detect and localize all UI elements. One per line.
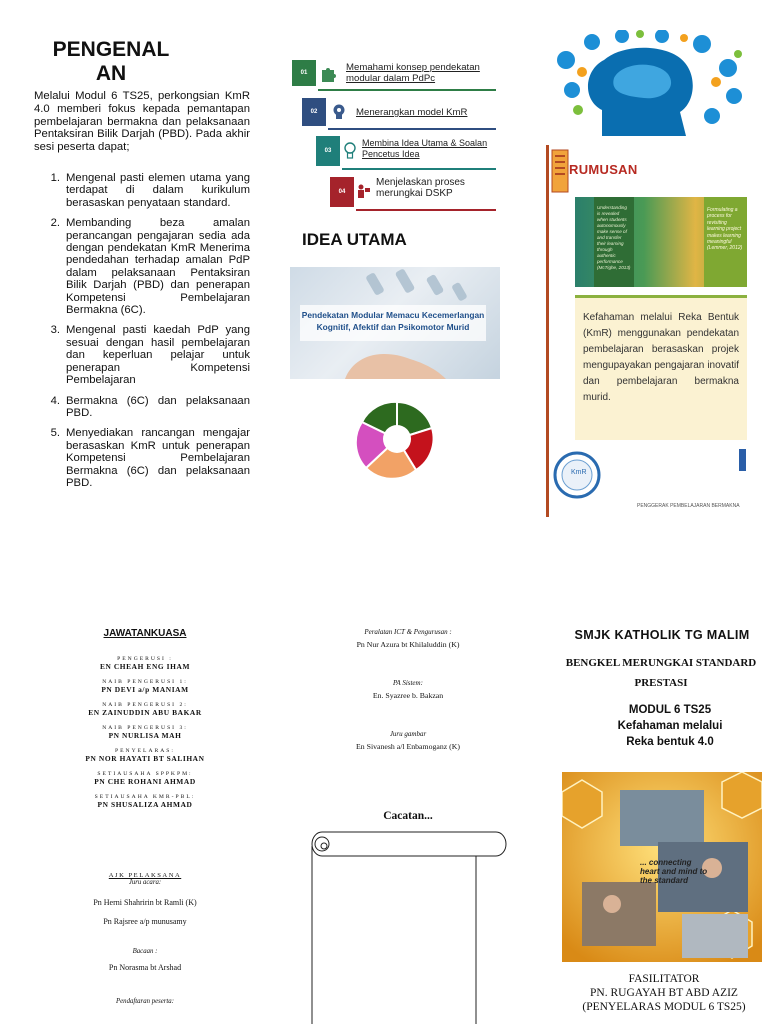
role-label: SETIAUSAHA KMR-PBL:: [94, 794, 196, 800]
member-name: Pn Norasma bt Arshad: [108, 963, 182, 972]
cycle-diagram: [342, 400, 452, 478]
cacatan-title: Cacatan...: [383, 810, 433, 822]
member-name: En. Syazree b. Bakzan: [372, 691, 444, 700]
badge-01: 01: [292, 60, 316, 86]
bengkel-title: BENGKEL MERUNGKAI STANDARD PRESTASI: [565, 657, 757, 689]
badge-03: 03: [316, 136, 340, 166]
committee-continued: [318, 628, 498, 781]
member-name: En Sivanesh a/l Enbamoganz (K): [356, 742, 460, 751]
member-name: Pn Rajsree a/p munusamy: [103, 917, 187, 926]
head-gear-icon: [332, 104, 346, 120]
role-label: NAIB PENGERUSI 2:: [102, 702, 188, 708]
member-name: PN CHE ROHANI AHMAD: [94, 777, 196, 786]
list-item: 1. Mengenal pasti elemen utama yang terdapat di dalam kurikulum berasaskan penyataan standard.: [50, 172, 250, 209]
jawatankuasa-heading: JAWATANKUASA: [103, 628, 187, 639]
role-label: Pendaftaran peserta:: [116, 998, 174, 1005]
list-item: 3. Mengenal pasti kaedah PdP yang sesuai dengan hasil pembelajaran dan keperluan pelajar untuk penerapan Kompetensi Pembelajaran: [50, 324, 250, 387]
school-name: SMJK KATHOLIK TG MALIM: [574, 628, 750, 642]
pengenalan-title: PENGENAL AN: [52, 38, 170, 85]
modul-title: MODUL 6 TS25 Kefahaman melalui Reka bentuk 4.0: [617, 704, 723, 748]
list-item: 5. Menyediakan rancangan mengajar berasaskan KmR untuk penerapan Kompetensi Pembelajaran Bermakna (6C) dan pelaksanaan PBD.: [50, 427, 250, 489]
list-item: 2. Membanding beza amalan perancangan pengajaran sedia ada dengan pendekatan KmR Menerima pendedahan terhadap amalan PdP dalam pelaksanaan Pentaksiran Bilik Darjah (PBD) dan penerapan Kompetensi Pembelajaran Bermakna (6C).: [50, 217, 250, 317]
role-label: Bacaan :: [132, 948, 158, 955]
fasilitator-name: PN. RUGAYAH BT ABD AZIZ: [590, 987, 738, 999]
brain-head-image: [552, 30, 748, 136]
member-name: PN NOR HAYATI BT SALIHAN: [85, 754, 205, 763]
ajk-heading: AJK PELAKSANA: [108, 872, 182, 879]
member-name: PN SHUSALIZA AHMAD: [97, 800, 193, 809]
person-presenting-icon: [356, 184, 370, 200]
objective-text-1: Memahami konsep pendekatan modular dalam PdPc: [346, 62, 480, 84]
role-label: SETIAUSAHA SPPKPM:: [97, 771, 193, 777]
member-name: PN DEVI a/p MANIAM: [101, 685, 189, 694]
idea-banner-text: Pendekatan Modular Memacu Kecemerlangan Kognitif, Afektif dan Psikomotor Murid: [300, 305, 486, 341]
intro-paragraph: Melalui Modul 6 TS25, perkongsian KmR 4.0 memberi fokus kepada pemantapan pembelajaran bermakna dan pelaksanaan Pentaksiran Bilik Darjah (PBD). Pada akhir sesi peserta dapat;: [34, 90, 250, 154]
objective-text-3: Membina Idea Utama & Soalan Pencetus Idea: [362, 138, 488, 159]
fasilitator-role: (PENYELARAS MODUL 6 TS25): [582, 1001, 746, 1013]
badge-04: 04: [330, 177, 354, 207]
objective-text-2: Menerangkan model KmR: [356, 107, 468, 118]
objectives-infographic: [290, 56, 500, 216]
role-label: Peralatan ICT & Pengurusan :: [364, 628, 452, 636]
role-label: NAIB PENGERUSI 3:: [102, 725, 188, 731]
kmr-logo-text: KmR: [571, 469, 587, 476]
rumusan-label: RUMUSAN: [569, 162, 638, 177]
ajk-pelaksana: [62, 872, 228, 1005]
quote-left: Understanding is revealed when students autonomously make sense of and transfer their learning through authentic performance (McTighe, 2013): [594, 197, 634, 287]
objectives-list: [34, 172, 250, 497]
idea-utama-banner: [290, 267, 500, 379]
committee-list: [62, 648, 228, 809]
member-name: PN NURLISA MAH: [108, 731, 182, 740]
idea-utama-title: IDEA UTAMA: [302, 230, 407, 249]
member-name: Pn Nur Azura bt Khilaluddin (K): [356, 640, 460, 649]
role-label: PENYELARAS:: [115, 748, 175, 754]
member-name: EN ZAINUDDIN ABU BAKAR: [88, 708, 202, 717]
rumusan-footer: PENGGERAK PEMBELAJARAN BERMAKNA: [637, 503, 740, 509]
role-label: PA Sistem:: [393, 679, 423, 687]
collage-caption: ... connecting heart and mind to the standard: [640, 858, 708, 885]
fasilitator-block: [566, 972, 762, 1014]
objective-text-4: Menjelaskan proses merungkai DSKP: [376, 177, 465, 199]
badge-02: 02: [302, 98, 326, 126]
puzzle-icon: [320, 64, 338, 82]
scroll-notes-area: [308, 828, 508, 1024]
quote-right: Formulating a process for revisiting learning project makes learning meaningful (Lemmer, 2012): [704, 197, 747, 287]
rumusan-panel: [546, 145, 746, 517]
member-name: EN CHEAH ENG IHAM: [99, 662, 191, 671]
role-label: Juru acara:: [128, 879, 162, 886]
role-label: Juru gambar: [389, 730, 427, 738]
rumusan-icon: [551, 149, 569, 193]
role-label: NAIB PENGERUSI 1:: [102, 679, 188, 685]
fasilitator-label: FASILITATOR: [628, 973, 700, 985]
list-item: 4. Bermakna (6C) dan pelaksanaan PBD.: [50, 394, 250, 419]
rumusan-summary: Kefahaman melalui Reka Bentuk (KmR) menggunakan pendekatan pembelajaran berasaskan projek mengupayakan pengajaran inovatif dan pembelajaran bermakna murid.: [575, 295, 747, 440]
role-label: PENGERUSI :: [117, 656, 173, 662]
member-name: Pn Herni Shahririn bt Ramli (K): [93, 898, 197, 907]
lightbulb-icon: [344, 142, 356, 160]
